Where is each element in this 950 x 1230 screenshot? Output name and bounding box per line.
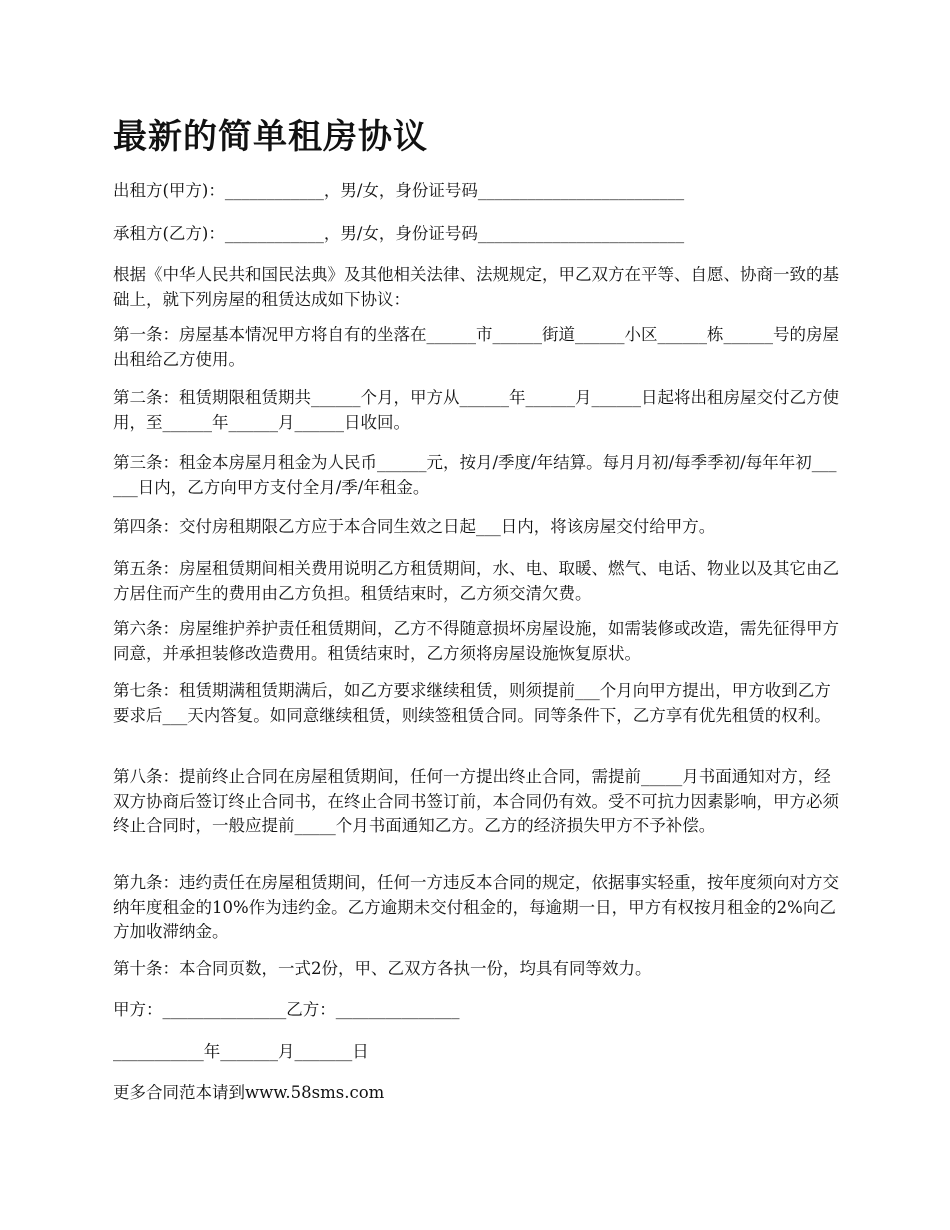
signature-line: 甲方：_______________乙方：_______________	[113, 1000, 460, 1019]
footer-link-text: 更多合同范本请到www.58sms.com	[113, 1083, 385, 1102]
article-10-paragraph: 第十条：本合同页数，一式2份，甲、乙双方各执一份，均具有同等效力。	[113, 959, 652, 978]
article-4-paragraph: 第四条：交付房租期限乙方应于本合同生效之日起___日内，将该房屋交付给甲方。	[113, 517, 716, 536]
article-2-paragraph: 第二条：租赁期限租赁期共______个月，甲方从______年______月______日起将出租房屋交付乙方使用，至______年______月______日收回。	[113, 388, 839, 432]
party-b-line: 承租方(乙方)：____________，男/女，身份证号码_________________________	[113, 224, 685, 243]
article-1-paragraph: 第一条：房屋基本情况甲方将自有的坐落在______市______街道______小区______栋______号的房屋出租给乙方使用。	[113, 325, 839, 369]
article-5-paragraph: 第五条：房屋租赁期间相关费用说明乙方租赁期间，水、电、取暖、燃气、电话、物业以及其它由乙方居住而产生的费用由乙方负担。租赁结束时，乙方须交清欠费。	[113, 559, 839, 603]
article-3-paragraph: 第三条：租金本房屋月租金为人民币______元，按月/季度/年结算。每月月初/每季季初/每年年初______日内，乙方向甲方支付全月/季/年租金。	[113, 453, 837, 497]
article-8-paragraph: 第八条：提前终止合同在房屋租赁期间，任何一方提出终止合同，需提前_____月书面通知对方，经双方协商后签订终止合同书，在终止合同书签订前，本合同仍有效。受不可抗力因素影响，甲方必须终止合同时，一般应提前_____个月书面通知乙方。乙方的经济损失甲方不予补偿。	[113, 767, 839, 835]
preamble-paragraph: 根据《中华人民共和国民法典》及其他相关法律、法规规定，甲乙双方在平等、自愿、协商一致的基础上，就下列房屋的租赁达成如下协议：	[113, 265, 839, 309]
document-title: 最新的简单租房协议	[113, 117, 428, 157]
date-line: ___________年_______月_______日	[113, 1042, 369, 1061]
article-9-paragraph: 第九条：违约责任在房屋租赁期间，任何一方违反本合同的规定，依据事实轻重，按年度须向对方交纳年度租金的10%作为违约金。乙方逾期未交付租金的，每逾期一日，甲方有权按月租金的2%向乙方加收滞纳金。	[113, 873, 839, 941]
article-7-paragraph: 第七条：租赁期满租赁期满后，如乙方要求继续租赁，则须提前___个月向甲方提出，甲方收到乙方要求后___天内答复。如同意继续租赁，则续签租赁合同。同等条件下，乙方享有优先租赁的权利。	[113, 681, 831, 725]
party-a-line: 出租方(甲方)：____________，男/女，身份证号码_________________________	[113, 181, 685, 200]
article-6-paragraph: 第六条：房屋维护养护责任租赁期间，乙方不得随意损坏房屋设施，如需装修或改造，需先征得甲方同意，并承担装修改造费用。租赁结束时，乙方须将房屋设施恢复原状。	[113, 619, 839, 663]
